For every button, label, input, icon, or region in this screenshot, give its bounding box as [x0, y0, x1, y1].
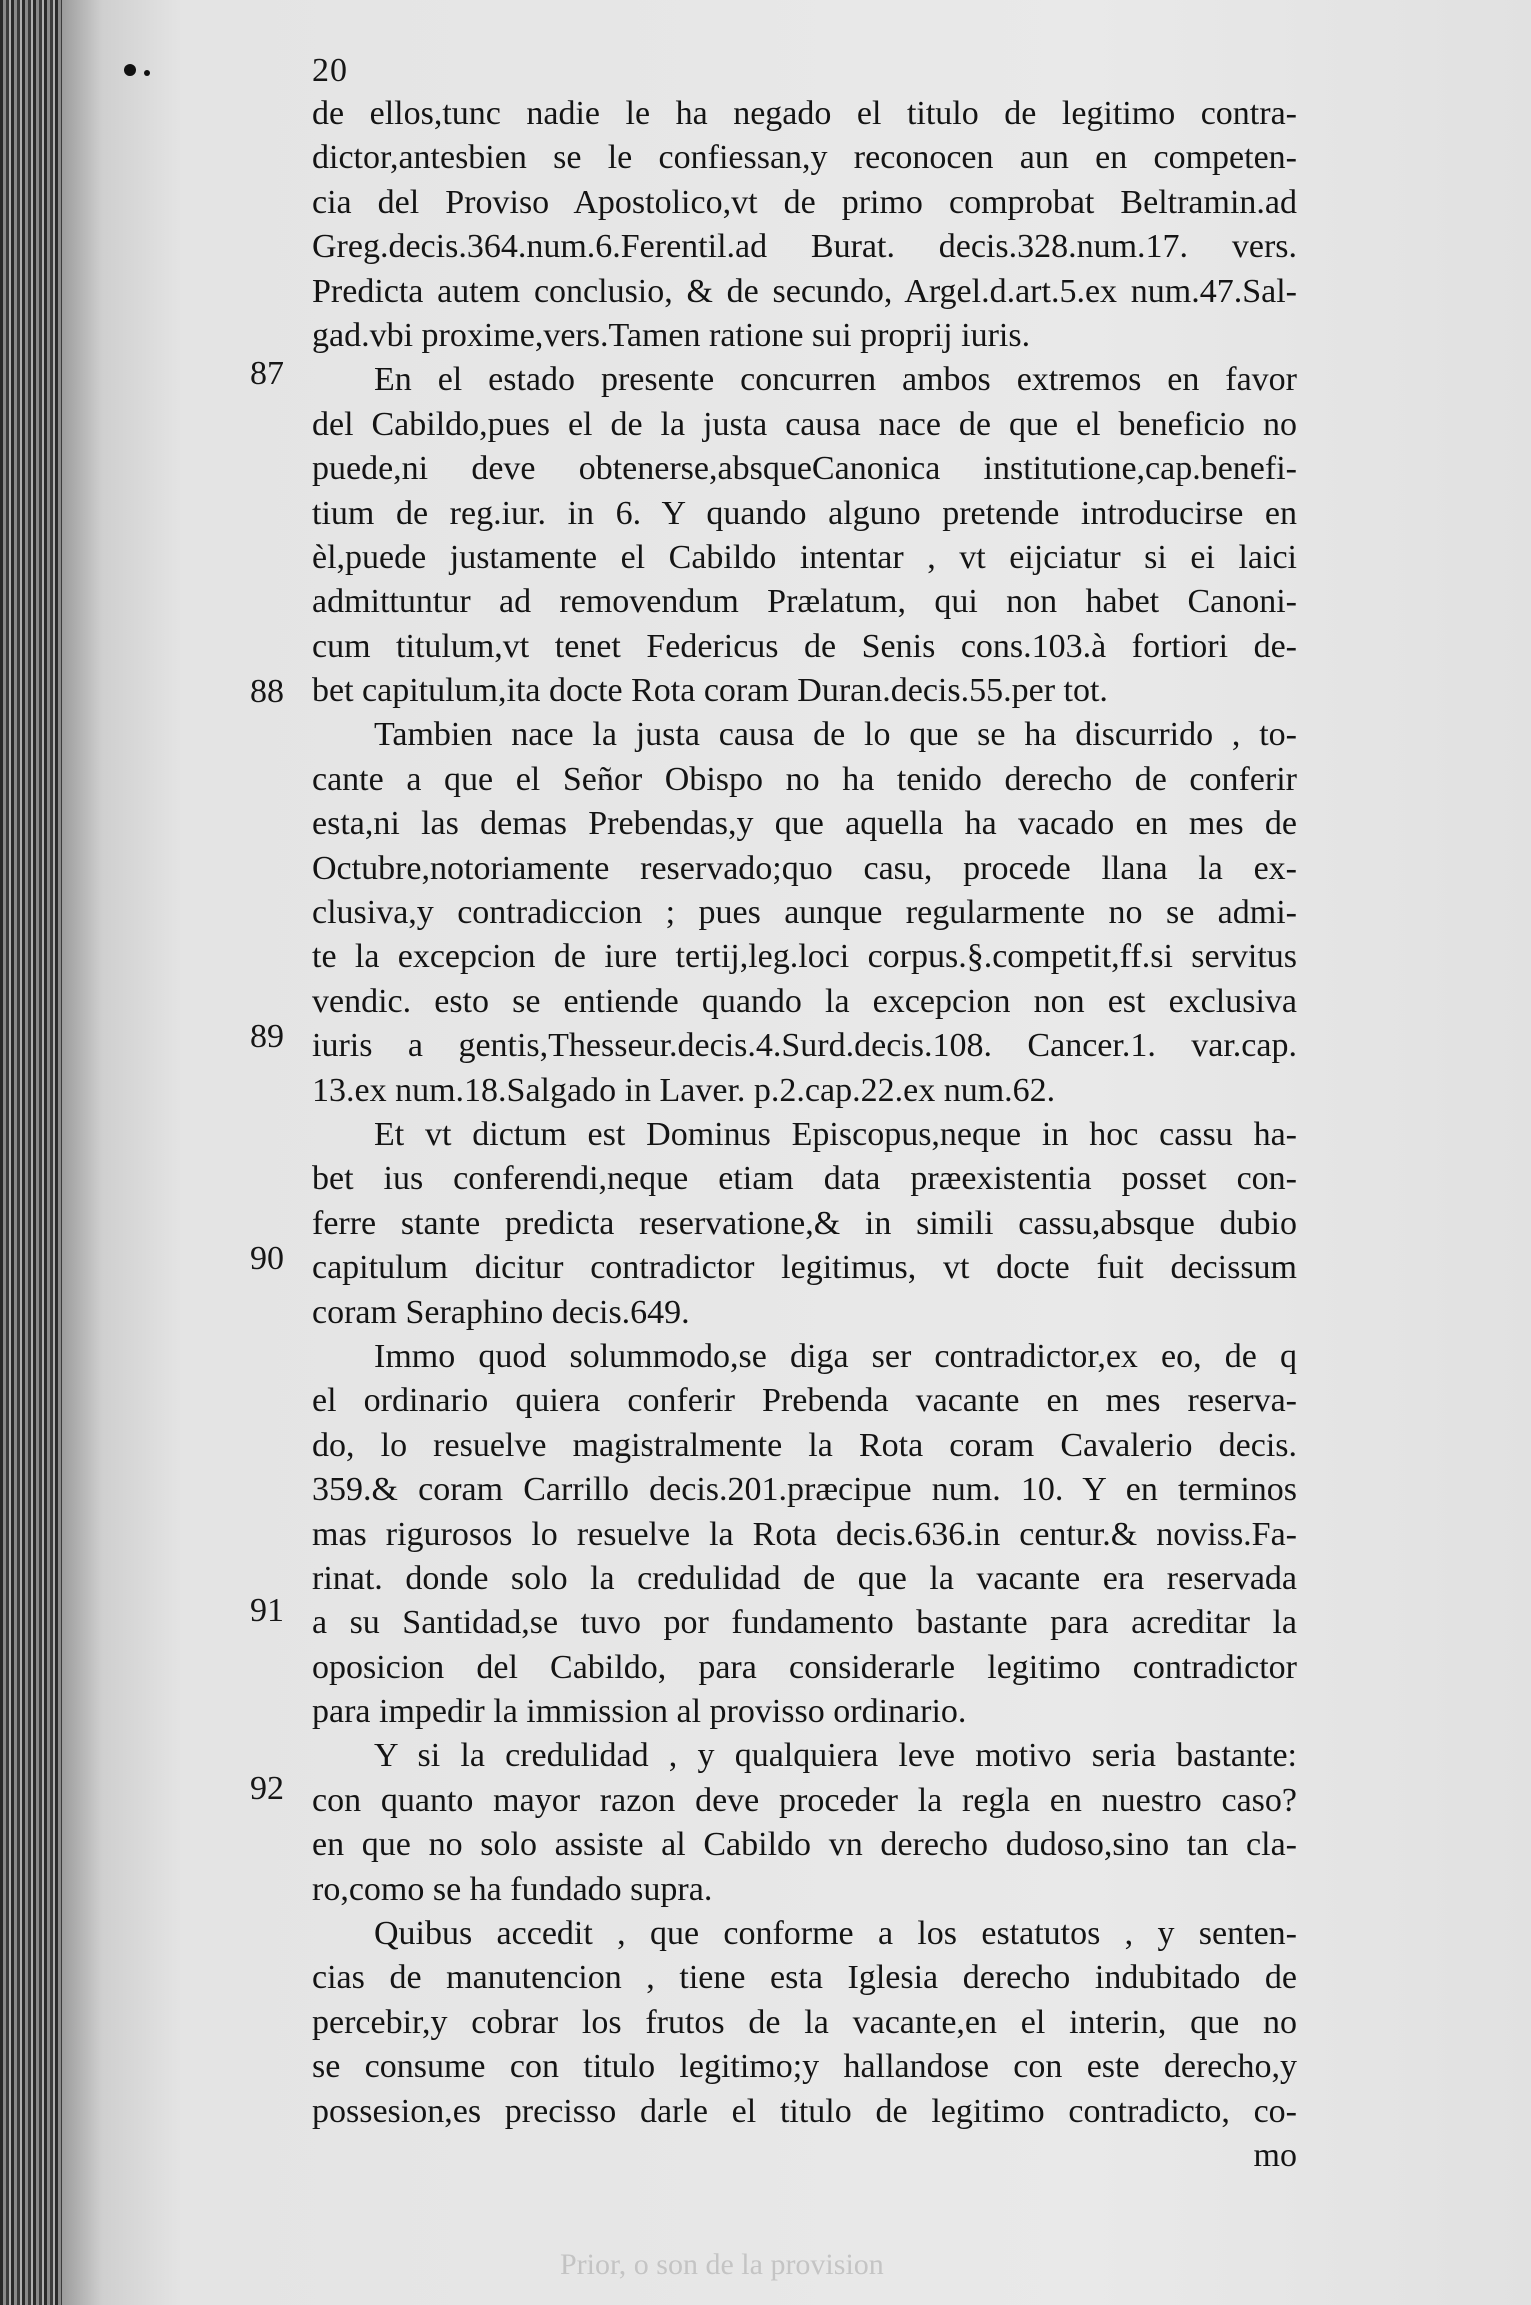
text-line: ro,como se ha fundado supra.: [312, 1870, 713, 1908]
text-line: rinat. donde solo la credulidad de que la vacante era reservada: [312, 1559, 1297, 1597]
text-line: Octubre,notoriamente reservado;quo casu, procede llana la ex-: [312, 849, 1297, 887]
text-line: Y si la credulidad , y qualquiera leve motivo seria bastante:: [374, 1737, 1297, 1775]
text-line: iuris a gentis,Thesseur.decis.4.Surd.decis.108. Cancer.1. var.cap.: [312, 1027, 1297, 1065]
text-line: esta,ni las demas Prebendas,y que aquella ha vacado en mes de: [312, 805, 1297, 843]
text-line: del Cabildo,pues el de la justa causa nace de que el beneficio no: [312, 405, 1297, 443]
text-line: para impedir la immission al provisso ordinario.: [312, 1693, 967, 1731]
text-line: vendic. esto se entiende quando la excepcion non est exclusiva: [312, 982, 1297, 1020]
paragraph-number: 92: [250, 1770, 284, 1807]
paragraph-number: 87: [250, 355, 284, 392]
bleed-through-text: Prior, o son de la provision: [560, 2248, 884, 2281]
text-line: èl,puede justamente el Cabildo intentar , vt eijciatur si ei laici: [312, 538, 1297, 576]
paragraph-number: 89: [250, 1018, 284, 1055]
text-line: 13.ex num.18.Salgado in Laver. p.2.cap.22.ex num.62.: [312, 1071, 1056, 1109]
text-line: gad.vbi proxime,vers.Tamen ratione sui proprij iuris.: [312, 316, 1031, 354]
body-text: [312, 92, 1297, 2178]
text-line: cum titulum,vt tenet Federicus de Senis cons.103.à fortiori de-: [312, 627, 1297, 665]
text-line: mas rigurosos lo resuelve la Rota decis.636.in centur.& noviss.Fa-: [312, 1515, 1297, 1553]
text-line: clusiva,y contradiccion ; pues aunque regularmente no se admi-: [312, 894, 1297, 932]
text-line: tium de reg.iur. in 6. Y quando alguno pretende introducirse en: [312, 494, 1297, 532]
text-line: cias de manutencion , tiene esta Iglesia derecho indubitado de: [312, 1959, 1297, 1997]
text-line: possesion,es precisso darle el titulo de legitimo contradicto, co-: [312, 2092, 1297, 2130]
text-line: Greg.decis.364.num.6.Ferentil.ad Burat. decis.328.num.17. vers.: [312, 228, 1297, 266]
text-line: percebir,y cobrar los frutos de la vacante,en el interin, que no: [312, 2003, 1297, 2041]
page-number: 20: [312, 52, 348, 89]
text-line: Et vt dictum est Dominus Episcopus,neque in hoc cassu ha-: [374, 1115, 1297, 1153]
text-line: puede,ni deve obtenerse,absqueCanonica institutione,cap.benefi-: [312, 450, 1297, 488]
catchword: mo: [1253, 2136, 1297, 2174]
text-line: Quibus accedit , que conforme a los estatutos , y senten-: [374, 1915, 1297, 1953]
text-line: te la excepcion de iure tertij,leg.loci corpus.§.competit,ff.si servitus: [312, 938, 1297, 976]
text-line: bet ius conferendi,neque etiam data præexistentia posset con-: [312, 1160, 1297, 1198]
text-line: se consume con titulo legitimo;y hallandose con este derecho,y: [312, 2048, 1297, 2086]
text-line: cante a que el Señor Obispo no ha tenido derecho de conferir: [312, 760, 1297, 798]
text-line: oposicion del Cabildo, para considerarle legitimo contradictor: [312, 1648, 1297, 1686]
text-line: Immo quod solummodo,se diga ser contradictor,ex eo, de q: [374, 1337, 1297, 1375]
paragraph-number: 91: [250, 1592, 284, 1629]
paragraph-number: 88: [250, 673, 284, 710]
text-line: capitulum dicitur contradictor legitimus, vt docte fuit decissum: [312, 1249, 1297, 1287]
text-line: En el estado presente concurren ambos extremos en favor: [374, 361, 1297, 399]
text-line: Tambien nace la justa causa de lo que se ha discurrido , to-: [374, 716, 1297, 754]
text-line: ferre stante predicta reservatione,& in simili cassu,absque dubio: [312, 1204, 1297, 1242]
text-line: dictor,antesbien se le confiessan,y reconocen aun en competen-: [312, 139, 1297, 177]
text-line: 359.& coram Carrillo decis.201.præcipue num. 10. Y en terminos: [312, 1471, 1297, 1509]
paragraph-number: 90: [250, 1240, 284, 1277]
text-line: a su Santidad,se tuvo por fundamento bastante para acreditar la: [312, 1604, 1297, 1642]
text-line: de ellos,tunc nadie le ha negado el titulo de legitimo contra-: [312, 95, 1297, 132]
text-line: con quanto mayor razon deve proceder la regla en nuestro caso?: [312, 1781, 1297, 1819]
text-line: en que no solo assiste al Cabildo vn derecho dudoso,sino tan cla-: [312, 1826, 1297, 1864]
text-line: cia del Proviso Apostolico,vt de primo comprobat Beltramin.ad: [312, 183, 1297, 221]
text-line: Predicta autem conclusio, & de secundo, Argel.d.art.5.ex num.47.Sal-: [312, 272, 1297, 310]
text-line: coram Seraphino decis.649.: [312, 1293, 690, 1331]
text-line: el ordinario quiera conferir Prebenda vacante en mes reserva-: [312, 1382, 1297, 1420]
text-line: do, lo resuelve magistralmente la Rota coram Cavalerio decis.: [312, 1426, 1297, 1464]
book-spine: [0, 0, 62, 2305]
text-line: admittuntur ad removendum Prælatum, qui non habet Canoni-: [312, 583, 1297, 621]
text-line: bet capitulum,ita docte Rota coram Duran.decis.55.per tot.: [312, 672, 1108, 710]
